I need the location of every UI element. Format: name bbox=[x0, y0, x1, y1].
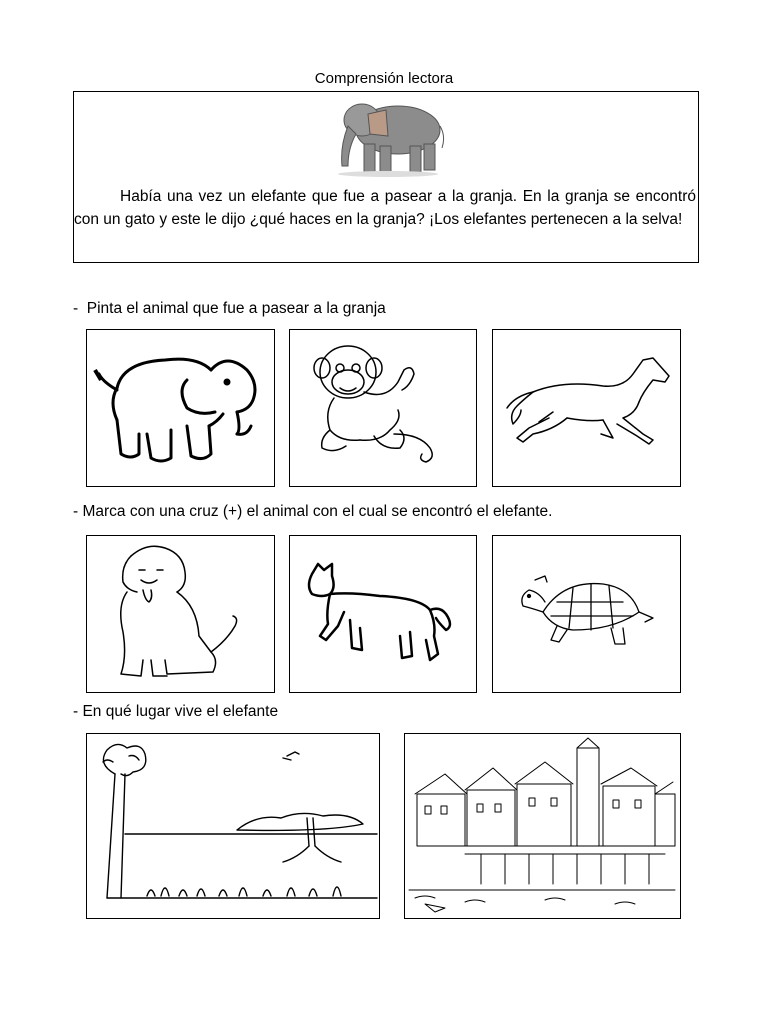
turtle-card[interactable] bbox=[492, 535, 681, 693]
cat-card[interactable] bbox=[289, 535, 477, 693]
horse-card[interactable] bbox=[492, 329, 681, 487]
question-1: - Pinta el animal que fue a pasear a la granja bbox=[73, 300, 386, 317]
savanna-drawing bbox=[87, 734, 379, 918]
turtle-drawing bbox=[493, 536, 680, 692]
dog-drawing bbox=[87, 536, 274, 692]
elephant-drawing bbox=[87, 330, 274, 486]
monkey-card[interactable] bbox=[289, 329, 477, 487]
story-box bbox=[73, 91, 699, 263]
monkey-drawing bbox=[290, 330, 476, 486]
dog-card[interactable] bbox=[86, 535, 275, 693]
question-3: - En qué lugar vive el elefante bbox=[73, 703, 279, 720]
cat-drawing bbox=[290, 536, 476, 692]
savanna-card[interactable] bbox=[86, 733, 380, 919]
page-title: Comprensión lectora bbox=[314, 70, 454, 87]
elephant-color-image bbox=[328, 96, 446, 178]
story-text: Había una vez un elefante que fue a pasear a la granja. En la granja se encontró con un gato y este le dijo ¿qué haces en la granja? ¡Los elefantes pertenecen a la selva! bbox=[74, 188, 696, 228]
question-2: - Marca con una cruz (+) el animal con el cual se encontró el elefante. bbox=[73, 503, 553, 520]
town-drawing bbox=[405, 734, 680, 918]
town-card[interactable] bbox=[404, 733, 681, 919]
horse-drawing bbox=[493, 330, 680, 486]
elephant-card[interactable] bbox=[86, 329, 275, 487]
